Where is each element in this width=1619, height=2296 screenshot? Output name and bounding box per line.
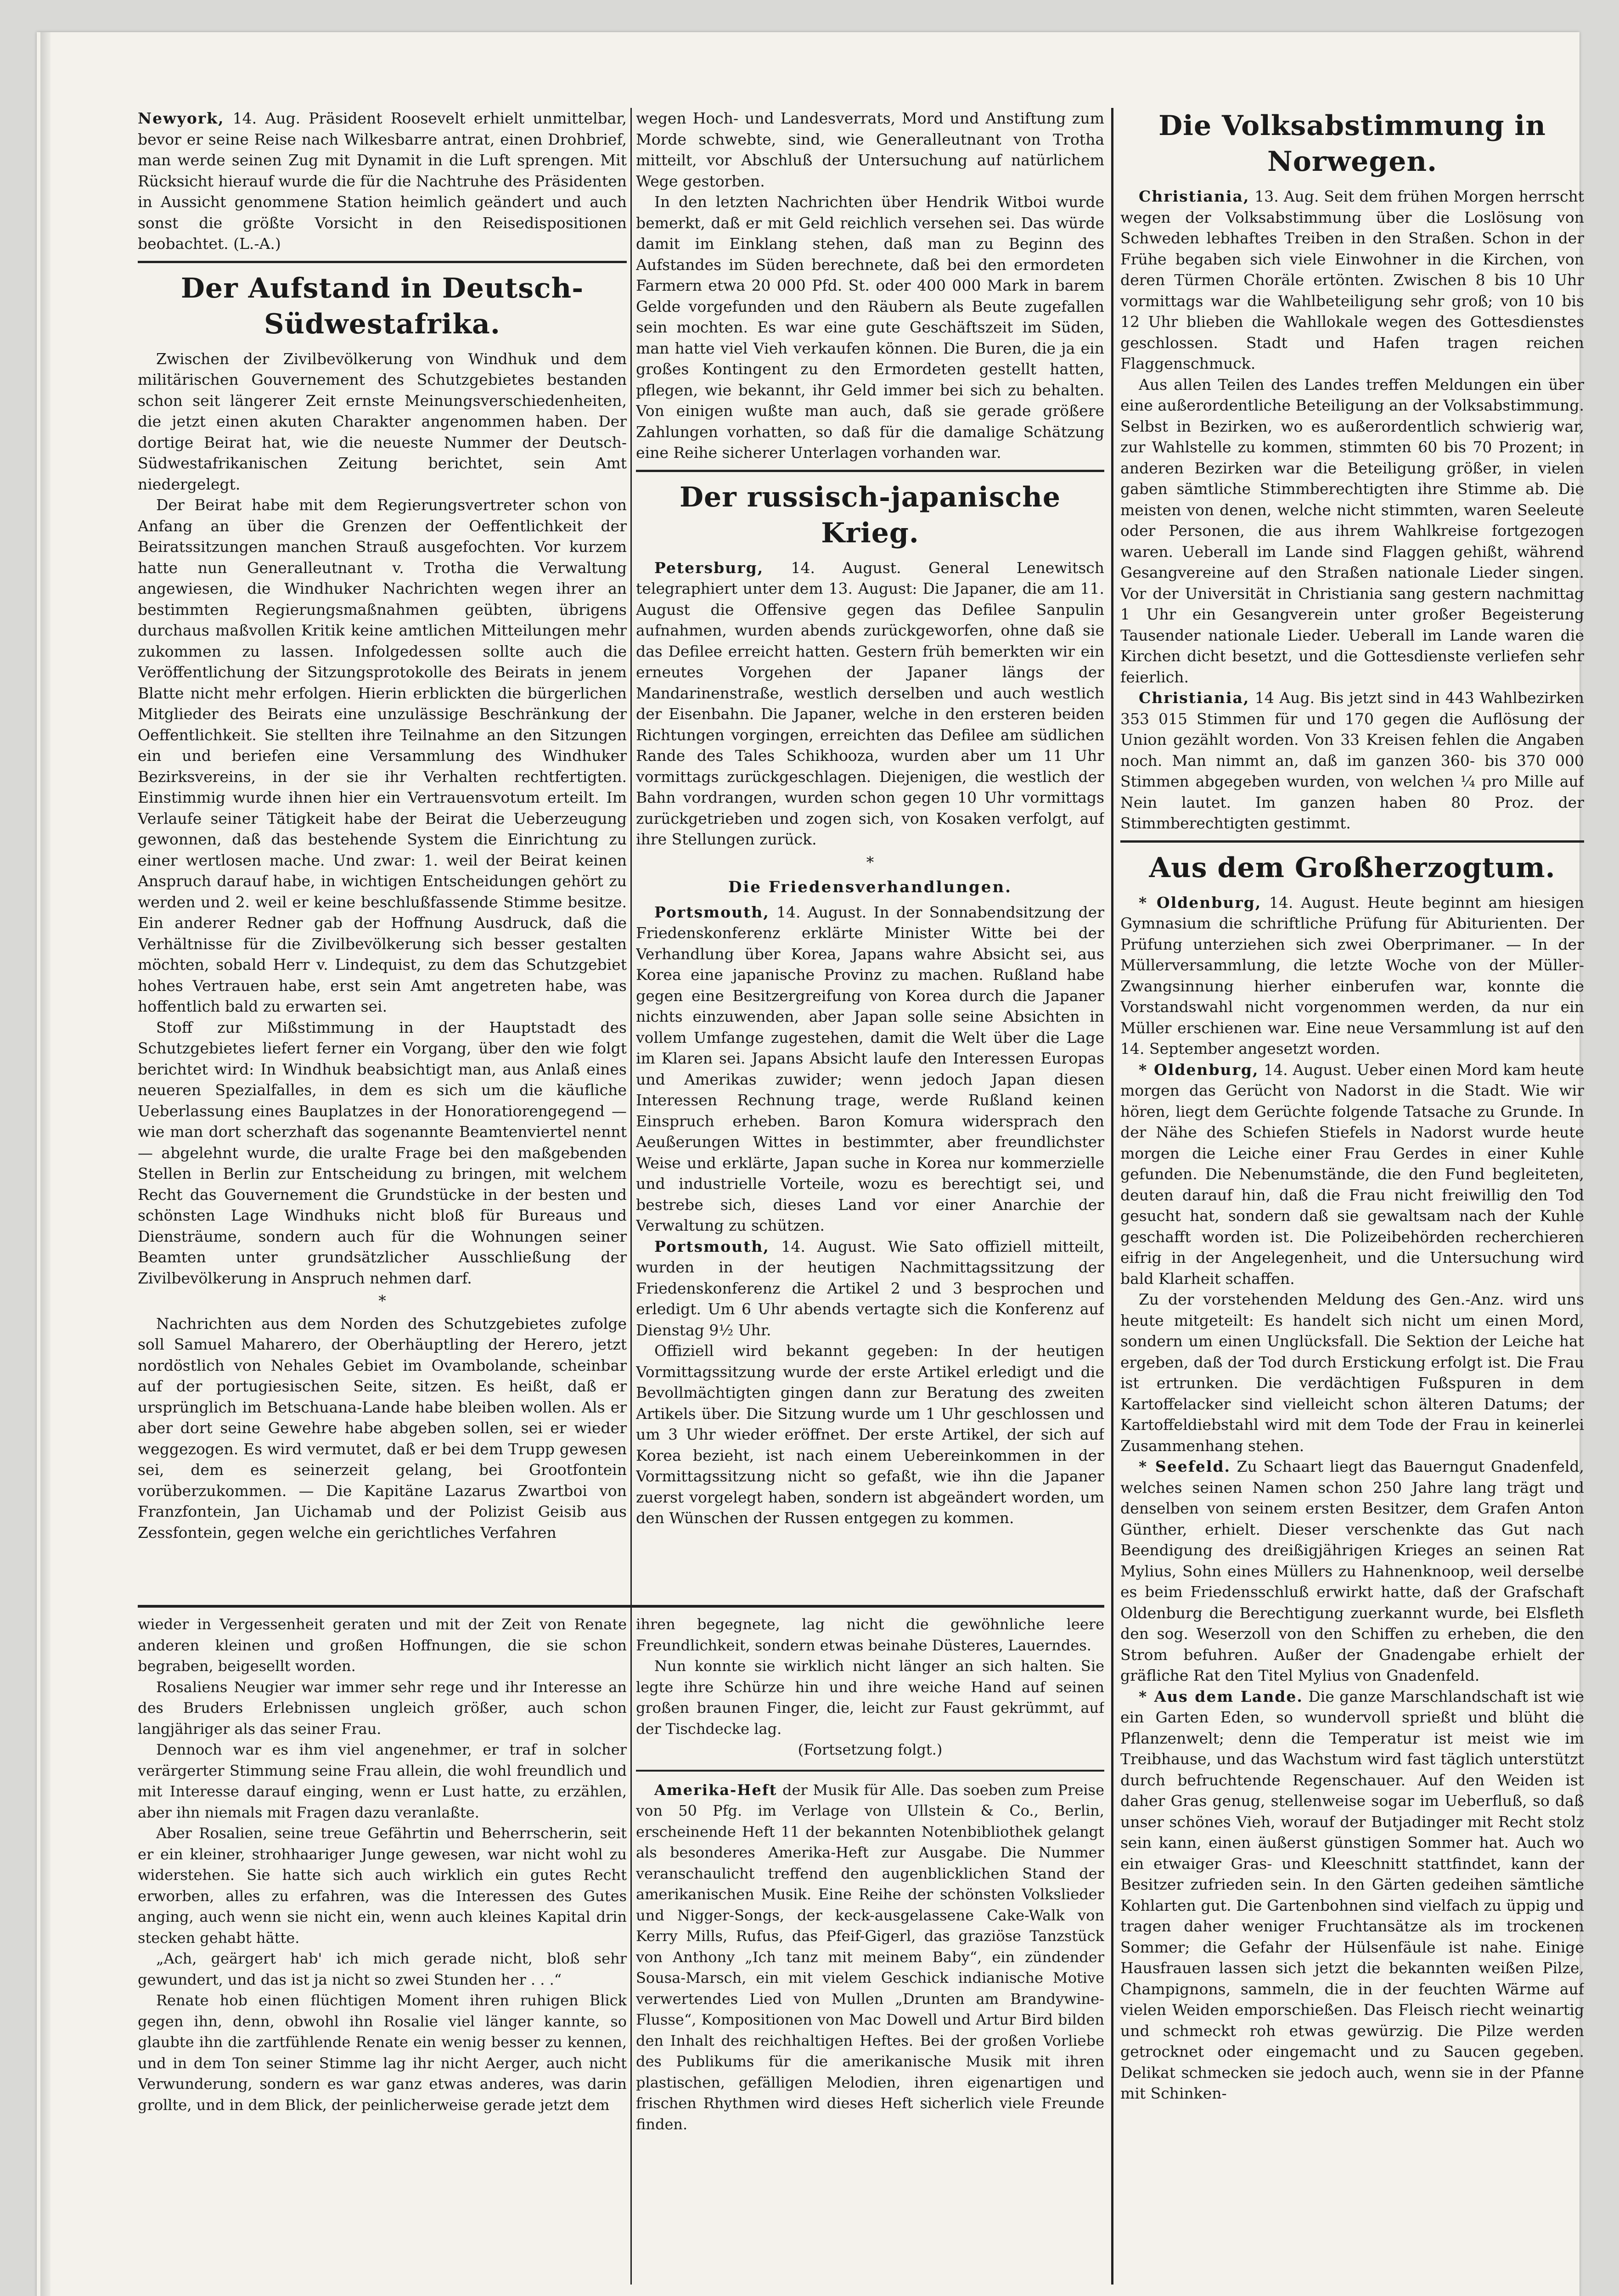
paragraph: wieder in Vergessenheit geraten und mit der Zeit von Renate anderen kleinen und großen Hoffnungen, die sie schon begraben, beigesellt worden. (138, 1615, 627, 1675)
dateline: Portsmouth, (654, 903, 770, 921)
article-text: 14. August. General Lenewitsch telegraphiert unter dem 13. August: Die Japaner, die am 11. August die Offensive gegen das Defilee Sanpulin aufnahmen, wurden abends zurückgeworfen, ohne daß sie das Defilee erreicht hatten. Gestern früh bemerkten wir ein erneutes Vorgehen der Japaner längs der Mandarinenstraße, westlich derselben und auch westlich der Eisenbahn. Die Japaner, welche in den ersteren beiden Richtungen vorgingen, erreichten das Defilee am südlichen Rande des Tales Schikhooza, wurden aber um 11 Uhr vormittags zurückgeschlagen. Diejenigen, die westlich der Bahn vordrangen, wurden schon gegen 10 Uhr vormittags zurückgetrieben und zogen sich, von Kosaken verfolgt, auf ihre Stellungen zurück. (636, 558, 1104, 848)
paragraph: Aus allen Teilen des Landes treffen Meldungen ein über eine außerordentliche Beteiligung an der Volksabstimmung. Selbst in Bezirken, wo es außerordentlich schwierig war, zur Wahlstelle zu kommen, stimmten 60 bis 70 Prozent; in anderen Bezirken war die Beteiligung größer, in vielen gaben sämtliche Stimmberechtigten ihre Stimme ab. Die meisten von denen, welche nicht stimmten, waren Seeleute oder Personen, die aus ihrem Wahlkreise fortgezogen waren. Ueberall im Lande sind Flaggen gehißt, während Gesangvereine auf den Straßen nationale Lieder singen. Vor der Universität in Christiania sang gestern nachmittag 1 Uhr ein Gesangverein unter großer Begeisterung Tausender nationale Lieder. Ueberall im Lande waren die Kirchen dicht besetzt, und die Gottesdienste verliefen sehr feierlich. (1120, 375, 1584, 686)
headline-grossherzogtum: Aus dem Großherzogtum. (1120, 840, 1584, 892)
headline-aufstand: Der Aufstand in Deutsch-Südwestafrika. (138, 261, 627, 349)
column-rule-1 (630, 108, 632, 2285)
paragraph: Rosaliens Neugier war immer sehr rege und ihr Interesse an des Bruders Erlebnissen ungleich größer, auch schon langjähriger als das seiner Frau. (138, 1678, 627, 1738)
feuilleton-column-2 (636, 1614, 1104, 2285)
article-text: der Musik für Alle. Das soeben zum Preise von 50 Pfg. im Verlage von Ullstein & Co., Berlin, erscheinende Heft 11 der bekannten Notenbibliothek gelangt als besonderes Amerika-Heft zur Ausgabe. Die Nummer veranschaulicht treffend den augenblicklichen Stand der amerikanischen Musik. Eine Reihe der schönsten Volkslieder und Nigger-Songs, der keck-ausgelassene Cake-Walk von Kerry Mills, Rufus, das Pfeif-Gigerl, das graziöse Tanzstück von Anthony „Ich tanz mit meinem Baby“, ein zündender Sousa-Marsch, ein mit vielem Geschick indianische Motive verwertendes Lied von Mullen „Drunten am Brandywine-Flusse“, Kompositionen von Mac Dowell und Artur Bird bilden den Inhalt des reichhaltigen Heftes. Bei der großen Vorliebe des Publikums für die amerikanische Musik mit ihren plastischen, gefälligen Melodien, ihren eigenartigen und frischen Rhythmen wird dieses Heft sicherlich viele Freunde finden. (636, 1781, 1104, 2133)
page-edge (40, 32, 51, 2296)
column-rule-2 (1111, 108, 1113, 2285)
feuilleton-column-1 (138, 1614, 627, 2285)
paragraph: Aber Rosalien, seine treue Gefährtin und Beherrscherin, seit er ein kleiner, strohhaariger Junge gewesen, war nicht wohl zu widerstehen. Sie hatte sich auch wirklich ein gutes Recht erworben, alles zu erfahren, was die Interessen des Gutes anging, auch wenn sie nicht ein, wenn auch kleines Kapital drin stecken gehabt hätte. (138, 1824, 627, 1947)
continuation-note: (Fortsetzung folgt.) (798, 1741, 943, 1758)
paragraph: Stoff zur Mißstimmung in der Hauptstadt des Schutzgebietes liefert ferner ein Vorgang, über den wie folgt berichtet wird: In Windhuk beabsichtigt man, aus Anlaß eines neueren Spezialfalles, in dem es sich um die käufliche Ueberlassung eines Bauplatzes in der Honoratiorengegend — wie man dort scherzhaft das sogenannte Beamtenviertel nennt — abgelehnt wurde, die uralte Frage bei den maßgebenden Stellen in Berlin zur Entscheidung zu bringen, mit welchem Recht das Gouvernement die Grundstücke in der besten und schönsten Lage Windhuks nicht bloß für Bureaus und Diensträume, sondern auch für die Wohnungen seiner Beamten unter grundsätzlicher Ausschließung der Zivilbevölkerung in Anspruch nehmen darf. (138, 1018, 627, 1287)
paragraph: „Ach, geärgert hab' ich mich gerade nicht, bloß sehr gewundert, und das ist ja nicht so zwei Stunden her . . .“ (138, 1950, 627, 1988)
paragraph: ihren begegnete, lag nicht die gewöhnliche leere Freundlichkeit, sondern etwas beinahe Düsteres, Lauerndes. (636, 1615, 1104, 1654)
dateline: Amerika-Heft (654, 1781, 777, 1799)
paragraph: Zwischen der Zivilbevölkerung von Windhuk und dem militärischen Gouvernement des Schutzgebietes bestanden schon seit längerer Zeit ernste Meinungsverschiedenheiten, die jetzt einen akuten Charakter angenommen haben. Der dortige Beirat hat, wie die neueste Nummer der Deutsch-Südwestafrikanischen Zeitung berichtet, sein Amt niedergelegt. (138, 349, 627, 493)
article-newyork (138, 108, 627, 254)
separator-star: * (866, 853, 874, 871)
dateline: Newyork, (138, 109, 225, 127)
paragraph: Nun konnte sie wirklich nicht länger an sich halten. Sie legte ihre Schürze hin und ihre weiche Hand auf seinen großen braunen Finger, die, leicht zur Faust gekrümmt, auf der Tischdecke lag. (636, 1657, 1104, 1738)
paragraph: Der Beirat habe mit dem Regierungsvertreter schon von Anfang an über die Grenzen der Oeffentlichkeit der Beiratssitzungen manchen Strauß ausgefochten. Vor kurzem hatte nun Generalleutnant v. Trotha die Verwaltung angewiesen, die Windhuker Nachrichten wegen ihrer an bestimmten Regierungsmaßnahmen geübten, übrigens durchaus maßvollen Kritik keine amtlichen Mitteilungen mehr zukommen zu lassen. Infolgedessen sollte auch die Veröffentlichung der Sitzungsprotokolle des Beirats in jenem Blatte nicht mehr erfolgen. Hierin erblickten die bürgerlichen Mitglieder des Beirats eine unzulässige Beschränkung der Oeffentlichkeit. Sie stellten ihre Teilnahme an den Sitzungen ein und beriefen eine Versammlung des Windhuker Bezirksvereins, in der sie ihr Verhalten rechtfertigten. Einstimmig wurde ihnen hier ein Vertrauensvotum erteilt. Im Verlaufe seiner Tätigkeit habe der Beirat die Ueberzeugung gewonnen, daß das bestehende System die Einrichtung zu einer wertlosen mache. Und zwar: 1. weil der Beirat keinen Anspruch darauf habe, in wichtigen Entscheidungen gehört zu werden und 2. weil er keine beschlußfassende Stimme besitze. Ein anderer Redner gab der Hoffnung Ausdruck, daß die Verhältnisse für die Zivilbevölkerung sich besser gestalten möchten, sobald Herr v. Lindequist, zu dem das Schutzgebiet hohes Vertrauen habe, erst sein Amt angetreten habe, was hoffentlich bald zu erwarten sei. (138, 496, 627, 1015)
headline-krieg: Der russisch-japanische Krieg. (636, 470, 1104, 557)
article-text: 14. August. In der Sonnabendsitzung der Friedenskonferenz erklärte Minister Witte bei der Verhandlung über Korea, Japans wahre Absicht sei, aus Korea eine japanische Provinz zu machen. Rußland habe gegen eine Besitzergreifung von Korea durch die Japaner nichts einzuwenden, aber Japan solle seine Absichten in vollem Umfange zugestehen, damit die Welt über die Lage im Klaren sei. Japans Absicht laufe den Interessen Europas und Amerikas zuwider; wenn jedoch Japan diesen Interessen Rechnung trage, werde Rußland keinen Einspruch erheben. Baron Komura widersprach den Aeußerungen Wittes in bestimmter, aber freundlichster Weise und erklärte, Japan suche in Korea nur kommerzielle und industrielle Vorteile, wozu es berechtigt sei, und bestrebe sich, dieses Land vor einer Anarchie der Verwaltung zu schützen. (636, 903, 1104, 1234)
subheading-frieden: Die Friedensverhandlungen. (728, 878, 1012, 896)
dateline: * Oldenburg, (1139, 893, 1262, 912)
dateline: Portsmouth, (654, 1237, 770, 1255)
dateline: * Oldenburg, (1139, 1060, 1259, 1079)
paragraph: Renate hob einen flüchtigen Moment ihren ruhigen Blick gegen ihn, denn, obwohl ihn Rosalie viel länger kannte, so glaubte ihn die zartfühlende Renate ein wenig besser zu kennen, und in dem Ton seiner Stimme lag ihr nicht Aerger, auch nicht Verwunderung, sondern es war ganz etwas anderes, was darin grollte, und in dem Blick, der peinlicherweise gerade jetzt dem (138, 1992, 627, 2114)
article-text: 14. August. Heute beginnt am hiesigen Gymnasium die schriftliche Prüfung für Abiturienten. Der Prüfung unterziehen sich zwei Oberprimaner. — In der Müllerversammlung, die letzte Woche von der Müller-Zwangsinnung hierher einberufen war, konnte die Vorstandswahl nicht vorgenommen werden, da nur ein Müller erschienen war. Eine neue Versammlung ist auf den 14. September angesetzt worden. (1120, 893, 1584, 1058)
article-text: 14. Aug. Präsident Roosevelt erhielt unmittelbar, bevor er seine Reise nach Wilkesbarre antrat, einen Drohbrief, man werde seinen Zug mit Dynamit in die Luft sprengen. Mit Rücksicht hierauf wurde die für die Nachtruhe des Präsidenten in Aussicht genommene Station heimlich geändert und auch sonst die größte Vorsicht in den Reisedispositionen beobachtet. (L.-A.) (138, 109, 627, 253)
paragraph: Zu der vorstehenden Meldung des Gen.-Anz. wird uns heute mitgeteilt: Es handelt sich nicht um einen Mord, sondern um einen Unglücksfall. Die Sektion der Leiche hat ergeben, daß der Tod durch Erstickung erfolgt ist. Die Frau ist ertrunken. Die verdächtigen Fußspuren in dem Kartoffelacker sind vielleicht schon älteren Datums; der Kartoffeldiebstahl wird mit dem Tode der Frau in keinerlei Zusammenhang stehen. (1120, 1290, 1584, 1455)
dateline: Christiania, (1139, 689, 1250, 707)
dateline: * Aus dem Lande. (1139, 1687, 1303, 1705)
article-text: 14. August. Ueber einen Mord kam heute morgen das Gerücht von Nadorst in die Stadt. Wie wir hören, liegt dem Gerüchte folgende Tatsache zu Grunde. In der Nähe des Schiefen Stiefels in Nadorst wurde heute morgen die Leiche einer Frau Gerdes in einer Kuhle gefunden. Die Nebenumstände, die den Fund begleiteten, deuten darauf hin, daß die Frau nicht freiwillig den Tod gesucht hat, sondern daß sie gewaltsam nach der Kuhle geschafft worden ist. Die Polizeibehörden recherchieren eifrig in der Angelegenheit, und die Untersuchung wird bald Klarheit schaffen. (1120, 1060, 1584, 1288)
column-1 (138, 108, 627, 1603)
paragraph: In den letzten Nachrichten über Hendrik Witboi wurde bemerkt, daß er mit Geld reichlich versehen sei. Das würde damit im Einklang stehen, daß man zu Beginn des Aufstandes im Süden berechnete, daß bei den ermordeten Farmern etwa 20 000 Pfd. St. oder 400 000 Mark in barem Gelde vorgefunden und den Räubern als Beute zugefallen sein mochten. Es war eine gute Geschäftszeit im Süden, man hatte viel Vieh verkaufen können. Die Buren, die ja ein großes Kontingent zu den Ermordeten gestellt hatten, pflegen, wie bekannt, ihr Geld immer bei sich zu behalten. Von einigen wußte man auch, daß sie gerade größere Zahlungen vorhatten, so daß für die damalige Schätzung eine Reihe sicherer Unterlagen vorhanden war. (636, 193, 1104, 461)
paragraph: Nachrichten aus dem Norden des Schutzgebietes zufolge soll Samuel Maharero, der Oberhäuptling der Herero, jetzt nordöstlich von Nehales Gebiet im Ovambolande, scheinbar auf der portugiesischen Seite, sitzen. Es heißt, daß er ursprünglich im Betschuana-Lande habe bleiben wollen. Als er aber dort seine Gewehre habe abgeben sollen, sei er wieder weggezogen. Es wird vermutet, daß er bei dem Trupp gewesen sei, dem es seinerzeit gelang, bei Grootfontein vorüberzukommen. — Die Kapitäne Lazarus Zwartboi von Franzfontein, Jan Uichamab und der Polizist Geisib aus Zessfontein, gegen welche ein gerichtliches Verfahren (138, 1314, 627, 1542)
paragraph: Dennoch war es ihm viel angenehmer, er traf in solcher verärgerter Stimmung seine Frau allein, die wohl freundlich und mit Interesse darauf einging, wenn er Lust hatte, zu erzählen, aber ihn niemals mit Fragen dazu veranlaßte. (138, 1741, 627, 1821)
paragraph: Offiziell wird bekannt gegeben: In der heutigen Vormittagssitzung wurde der erste Artikel erledigt und die Bevollmächtigten gingen dann zur Beratung des zweiten Artikels über. Die Sitzung wurde um 1 Uhr geschlossen und um 3 Uhr wieder eröffnet. Der erste Artikel, der sich auf Korea bezieht, ist nach einem Uebereinkommen in der Vormittagssitzung nicht so gefaßt, wie ihn die Japaner zuerst vorgelegt haben, sondern ist abgeändert worden, um den Wünschen der Russen entgegen zu kommen. (636, 1342, 1104, 1527)
column-2 (636, 108, 1104, 1603)
article-text: Zu Schaart liegt das Bauerngut Gnadenfeld, welches seinen Namen schon 250 Jahre lang trägt und denselben von seinem ersten Besitzer, dem Grafen Anton Günther, erhielt. Dieser verschenkte das Gut nach Beendigung des dreißigjährigen Krieges an seinen Rat Mylius, Sohn eines Müllers zu Hahnenknoop, weil derselbe es beim Friedensschluß erwirkt hatte, daß der Grafschaft Oldenburg die Berechtigung zuerkannt wurde, bei Elsfleth den sog. Weserzoll von den Schiffen zu erheben, die den Strom befuhren. Außer der Gnadengabe erhielt der gräfliche Rat den Titel Mylius von Gnadenfeld. (1120, 1458, 1584, 1684)
article-text: 14 Aug. Bis jetzt sind in 443 Wahlbezirken 353 015 Stimmen für und 170 gegen die Auflösung der Union gezählt worden. Von 33 Kreisen fehlen die Angaben noch. Man nimmt an, daß im ganzen 360- bis 370 000 Stimmen abgegeben wurden, von welchen ¼ pro Mille auf Nein lautet. Im ganzen haben 80 Proz. der Stimmberechtigten gestimmt. (1120, 689, 1584, 832)
separator-star: * (378, 1292, 386, 1310)
dateline: Christiania, (1139, 187, 1250, 205)
dateline: Petersburg, (654, 558, 764, 577)
article-text: 14. August. Wie Sato offiziell mitteilt, wurden in der heutigen Nachmittagssitzung der Friedenskonferenz die Artikel 2 und 3 besprochen und erledigt. Um 6 Uhr abends vertagte sich die Konferenz auf Dienstag 9½ Uhr. (636, 1237, 1104, 1339)
column-3 (1120, 108, 1584, 2282)
article-text: 13. Aug. Seit dem frühen Morgen herrscht wegen der Volksabstimmung über die Loslösung von Schweden lebhaftes Treiben in den Straßen. Schon in der Frühe begaben sich viele Einwohner in die Kirchen, von deren Türmen Choräle ertönten. Zwischen 8 bis 10 Uhr vormittags war die Wahlbeteiligung sehr groß; von 10 bis 12 Uhr blieben die Wahllokale wegen des Gottesdienstes geschlossen. Stadt und Hafen tragen reichen Flaggenschmuck. (1120, 187, 1584, 372)
article-text: Die ganze Marschlandschaft ist wie ein Garten Eden, so wundervoll sprießt und blüht die Pflanzenwelt; denn die Temperatur ist meist wie im Treibhause, und das Wachstum wird fast täglich unterstützt durch befruchtende Regenschauer. Auf den Weiden ist daher Gras genug, stellenweise sogar im Ueberfluß, so daß unser schönes Vieh, worauf der Butjadinger mit Recht stolz sein kann, einen äußerst günstigen Sommer hat. Auch wo ein etwaiger Gras- und Kleeschnitt stattfindet, kann der Besitzer zufrieden sein. In den Gärten gedeihen sämtliche Kohlarten gut. Die Gartenbohnen sind vielfach zu üppig und tragen daher weniger Fruchtansätze als im trockenen Sommer; die Gefahr der Hülsenfäule ist nahe. Einige Hausfrauen lassen sich jetzt die bekannten weißen Pilze, Champignons, sammeln, die in der feuchten Wärme auf vielen Weiden emporschießen. Das Fleisch riecht weinartig und schmeckt roh etwas gewürzig. Die Pilze werden getrocknet oder eingemacht und zu Saucen gegeben. Delikat schmecken sie jedoch auch, wenn sie in der Pfanne mit Schinken- (1120, 1687, 1584, 2102)
headline-norwegen: Die Volksabstimmung in Norwegen. (1158, 110, 1546, 178)
feuilleton-separator (138, 1605, 1104, 1608)
dateline: * Seefeld. (1139, 1458, 1231, 1475)
paragraph: wegen Hoch- und Landesverrats, Mord und Anstiftung zum Morde schwebte, sind, wie Generalleutnant von Trotha mitteilt, vor Abschluß der Untersuchung auf natürlichem Wege gestorben. (636, 109, 1104, 190)
